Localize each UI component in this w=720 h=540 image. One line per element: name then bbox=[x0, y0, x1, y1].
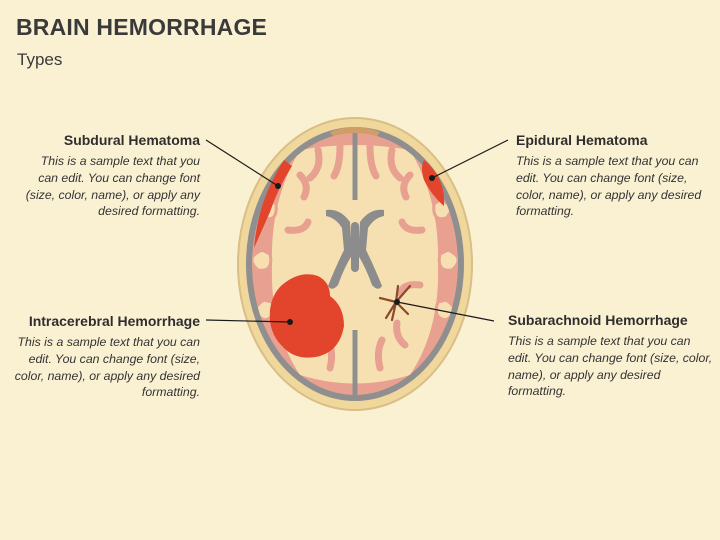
callout-body: This is a sample text that you can edit. You can change font (size, color, name), or apply any desired formatting. bbox=[14, 335, 200, 400]
callout-heading: Subarachnoid Hemorrhage bbox=[508, 312, 688, 328]
callout-heading: Intracerebral Hemorrhage bbox=[28, 313, 200, 329]
callout-heading: Subdural Hematoma bbox=[63, 132, 200, 148]
callout-epidural-hematoma bbox=[516, 132, 706, 220]
callout-intracerebral-hemorrhage bbox=[10, 313, 200, 401]
callout-body: This is a sample text that you can edit. You can change font (size, color, name), or apply any desired formatting. bbox=[25, 154, 200, 219]
callout-body: This is a sample text that you can edit. You can change font (size, color, name), or apply any desired formatting. bbox=[516, 154, 702, 219]
callout-subarachnoid-hemorrhage bbox=[508, 312, 713, 400]
third-ventricle bbox=[351, 222, 359, 272]
callout-heading: Epidural Hematoma bbox=[516, 132, 648, 148]
callout-body: This is a sample text that you can edit. You can change font (size, color, name), or apply any desired formatting. bbox=[508, 334, 713, 399]
page-title: BRAIN HEMORRHAGE bbox=[16, 14, 268, 40]
page-subtitle: Types bbox=[17, 50, 63, 69]
callout-subdural-hematoma bbox=[20, 132, 200, 220]
